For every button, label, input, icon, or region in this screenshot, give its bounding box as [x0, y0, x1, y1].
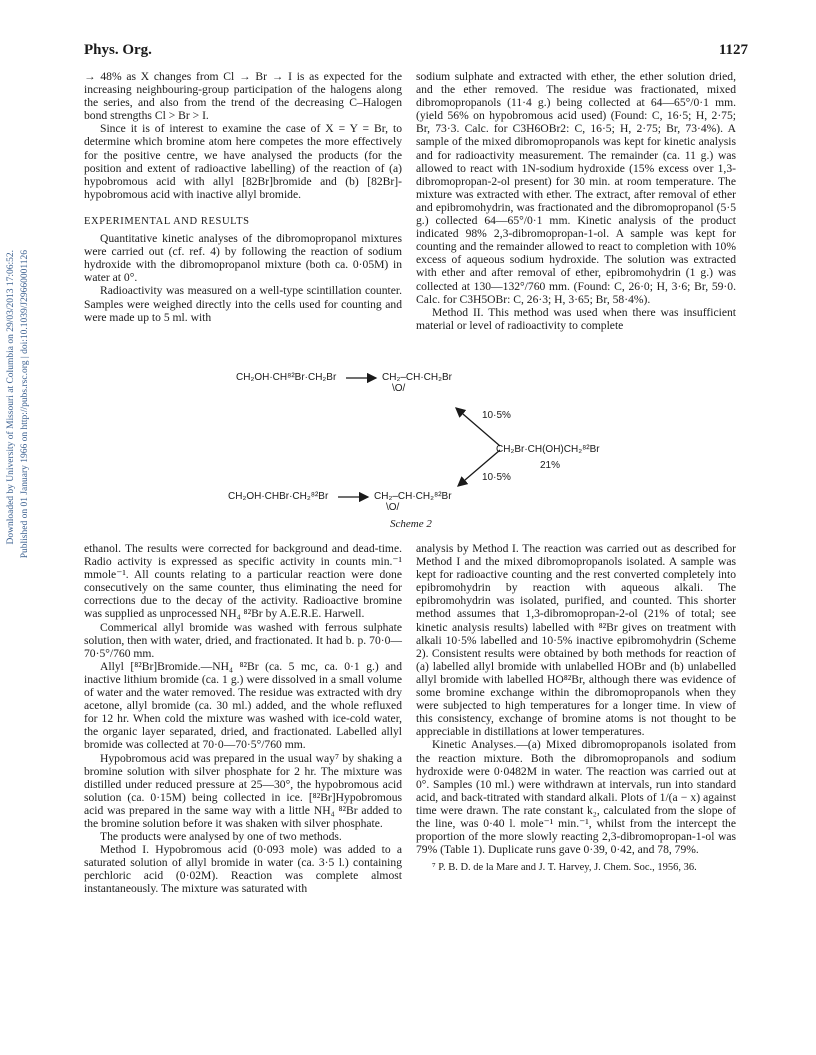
left-column-bottom — [84, 542, 402, 896]
paragraph: Hypobromous acid was prepared in the usual way⁷ by shaking a bromine solution with silver phosphate for 2 hr. The mixture was distilled under reduced pressure at 25—30°, the hypobromous acid solution (ca. 0·15M) being collected in ice. [⁸²Br]Hypobromous acid was prepared in the same way with a little NH₄ ⁸²Br added to the bromine solution before it was shaken with silver phosphate. — [84, 751, 402, 830]
pct-upper: 10·5% — [482, 410, 511, 421]
section-heading: EXPERIMENTAL AND RESULTS — [84, 215, 250, 227]
paragraph: Kinetic Analyses.—(a) Mixed dibromopropanols isolated from the reaction mixture. Both the dibromopropanols and sodium hydroxide were 0·0482M in water. The reaction was carried out at 0°. Samples (10 ml.) were withdrawn at intervals, run into standard acid, and back-titrated with standard alkali. Plots of 1/(a − x) against time were drawn. The rate constant k₂, calculated from the slope of the line, was 0·40 l. mole⁻¹ min.⁻¹, whilst from the intercept the proportion of the more slowly reacting 2,3-dibromopropan-1-ol was 79% (Table 1). Duplicate runs gave 0·39, 0·42, and 78, 79%. — [416, 738, 736, 857]
epoxide-1-ring: \O/ — [392, 383, 406, 394]
paragraph: Allyl [⁸²Br]Bromide.—NH₄ ⁸²Br (ca. 5 mc, ca. 0·1 g.) and inactive lithium bromide (ca. 1 g.) were dissolved in a small volume of water and the water removed. The residue was extracted with dry acetone, allyl bromide (ca. 30 ml.) added, and the whole refluxed for 12 hr. When cold the mixture was washed with ice-cold water, the organic layer separated, dried, and fractionated. Labelled allyl bromide was collected at 70·0—70·5°/760 mm. — [84, 659, 402, 752]
scheme-caption: Scheme 2 — [390, 518, 432, 530]
dibromopropanol: CH₂Br·CH(OH)CH₂⁸²Br — [496, 444, 600, 455]
paragraph: Method I. Hypobromous acid (0·093 mole) was added to a saturated solution of allyl bromide in water (ca. 3·5 l.) containing perchloric acid (0·02M). Reaction was complete almost instantaneously. The mixture was saturated with — [84, 843, 402, 896]
epoxide-2-ring: \O/ — [386, 502, 400, 513]
paragraph: sodium sulphate and extracted with ether, the ether solution dried, and the ether removed. The residue was fractionated, mixed dibromopropanols (11·4 g.) being collected at 64—65°/0·1 mm. (yield 56% on hypobromous acid used) (Found: C, 16·5; H, 2·75; Br, 73·3. Calc. for C3H6OBr2: C, 16·5; H, 2·75; Br, 73·4%). A sample of the mixed dibromopropanols was kept for kinetic analysis and for radioactivity measurement. The remainder (ca. 11 g.) was allowed to react with 1N-sodium hydroxide (15% excess over 1,3-dibromopropan-2-ol present) for 30 min. at room temperature. The mixture was extracted with ether. The extract, after removal of ether and epibromohydrin, was fractionated and the dibromopropanol (5·5 g.) collected 64—65°/0·1 mm. Kinetic analysis of the product indicated 98% 2,3-dibromopropan-1-ol. A sample was kept for counting and the remainder allowed to react to completion with 10% excess of aqueous sodium hydroxide. The solution was extracted with ether and after removal of ether, epibromohydrin (1 g.) was collected at 130—132°/760 mm. (Found: C, 26·0; H, 3·6; Br, 59·0. Calc. for C3H5OBr: C, 26·3; H, 3·65; Br, 58·4%). — [416, 70, 736, 306]
paragraph: Since it is of interest to examine the case of X = Y = Br, to determine which bromine atom here competes the more effectively for the positive centre, we have analysed the products (for the position and extent of radioactive labelling) of the reaction of (a) hypobromous acid with allyl [82Br]bromide and (b) [82Br]-hypobromous acid with inactive allyl bromide. — [84, 122, 402, 201]
reaction-scheme — [200, 366, 660, 536]
footnote: ⁷ P. B. D. de la Mare and J. T. Harvey, J. Chem. Soc., 1956, 36. — [432, 862, 697, 874]
paragraph: Radioactivity was measured on a well-type scintillation counter. Samples were weighed directly into the cells used for counting and were made up to 5 ml. with — [84, 284, 402, 324]
download-notice[interactable]: Downloaded by University of Missouri at Columbia on 29/03/2013 17:06:52. — [6, 250, 16, 545]
page-number: 1127 — [718, 42, 748, 58]
paragraph: → 48% as X changes from Cl → Br → I is as expected for the increasing neighbouring-group participation of the halogens along the series, and also from the trend of the decreasing C–Halogen bond strengths Cl > Br > I. — [84, 70, 402, 123]
running-header-journal: Phys. Org. — [84, 42, 152, 58]
reactant-1: CH₂OH·CH⁸²Br·CH₂Br — [236, 372, 337, 383]
paragraph: analysis by Method I. The reaction was carried out as described for Method I and the mixed dibromopropanols isolated. A sample was kept for radioactive counting and the rest converted completely into epibromohydrin by reaction with aqueous alkali. The epibromohydrin was isolated, purified, and counted. This shorter method assumes that 1,3-dibromopropan-2-ol (21% of total; see kinetic analysis results) labelled with ⁸²Br gives on treatment with alkali 10·5% labelled and 10·5% inactive epibromohydrin (Scheme 2). Consistent results were obtained by both methods for reaction of (a) labelled allyl bromide with unlabelled HOBr and (b) unlabelled allyl bromide with labelled HO⁸²Br, although there was evidence of some bromine exchange within the dibromopropanols when they were subjected to high temperatures for a longer time. In view of this consistency, exchange of bromine atoms is not thought to be appreciable in distillations at lower temperatures. — [416, 542, 736, 739]
right-column-bottom — [416, 542, 736, 874]
epoxide-1: CH₂–CH·CH₂Br — [382, 372, 452, 383]
reactant-2: CH₂OH·CHBr·CH₂⁸²Br — [228, 491, 329, 502]
left-column-top — [84, 70, 402, 324]
doi-notice[interactable]: Published on 01 January 1966 on http://pubs.rsc.org | doi:10.1039/J29660001126 — [20, 250, 30, 559]
paragraph: Commerical allyl bromide was washed with ferrous sulphate solution, then with water, dried, and fractionated. It had b. p. 70·0—70·5°/760 mm. — [84, 620, 402, 660]
epoxide-2: CH₂–CH·CH₂⁸²Br — [374, 491, 452, 502]
paragraph: Method II. This method was used when there was insufficient material or level of radioactivity to complete — [416, 305, 736, 332]
right-column-top — [416, 70, 736, 332]
pct-middle: 21% — [540, 460, 561, 471]
paragraph: ethanol. The results were corrected for background and dead-time. Radio activity is expressed as specific activity in counts min.⁻¹ mmole⁻¹. All counts relating to a particular reaction were done consecutively on the same counter, thus eliminating the need for corrections due to the decay of the activity. Radioactive bromine was supplied as unprocessed NH₄ ⁸²Br by A.E.R.E. Harwell. — [84, 542, 402, 621]
pct-lower: 10·5% — [482, 472, 511, 483]
download-watermark — [0, 250, 40, 710]
paragraph: Quantitative kinetic analyses of the dibromopropanol mixtures were carried out (cf. ref. 4) by following the reaction of sodium hydroxide with the dibromopropanol mixture (both ca. 0·05M) in water at 0°. — [84, 232, 402, 285]
paragraph: The products were analysed by one of two methods. — [100, 830, 342, 844]
